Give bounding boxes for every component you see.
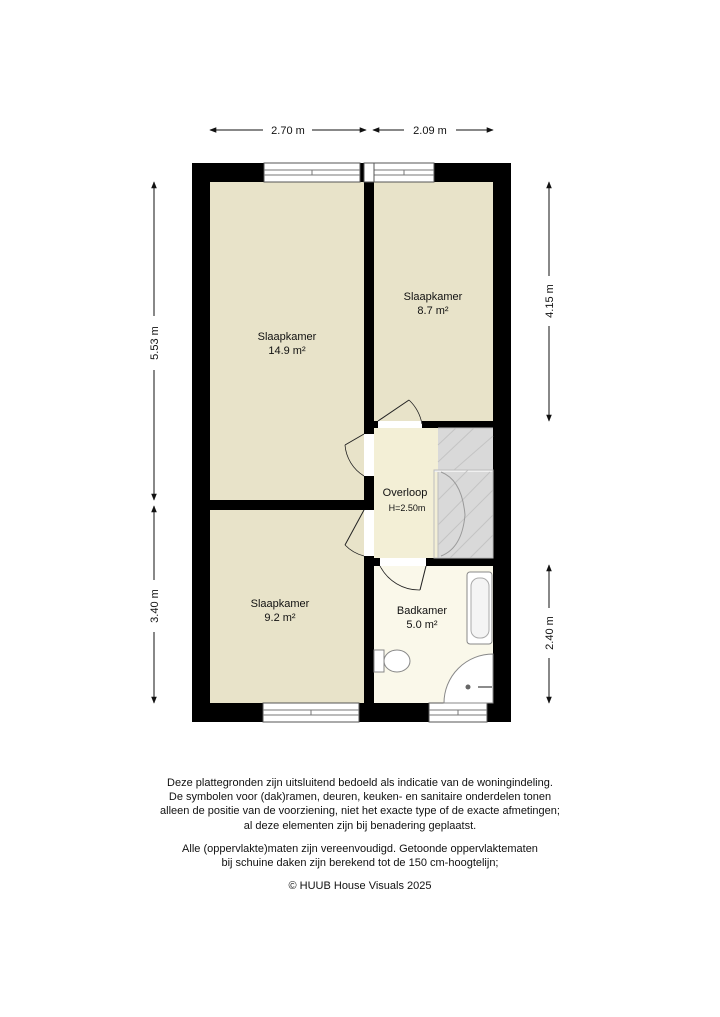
window-top-left — [264, 163, 360, 182]
room-name-overloop: Overloop — [382, 487, 428, 499]
window-top-right — [374, 163, 434, 182]
window-top-mid — [364, 163, 374, 182]
copyright: © HUUB House Visuals 2025 — [288, 880, 432, 893]
window-bottom-left — [263, 703, 359, 722]
disclaimer-line: Deze plattegronden zijn uitsluitend bedoeld als indicatie van de woningindeling. — [167, 777, 553, 789]
dim-right-lower: 2.40 m — [544, 616, 556, 650]
room-name-badkamer: Badkamer — [396, 605, 448, 617]
dim-right-upper: 4.15 m — [544, 284, 556, 318]
window-bottom-right — [429, 703, 487, 722]
disclaimer-line: Alle (oppervlakte)maten zijn vereenvoudigd. Getoonde oppervlaktematen — [182, 842, 538, 855]
disclaimer-line: bij schuine daken zijn berekend tot de 150 cm-hoogtelijn; — [221, 857, 499, 870]
room-name-slaapkamer-lower: Slaapkamer — [250, 598, 310, 610]
room-area-slaapkamer-lower: 9.2 m² — [264, 612, 296, 624]
toilet-icon — [374, 650, 410, 672]
room-area-slaapkamer-small: 8.7 m² — [417, 305, 449, 317]
room-area-badkamer: 5.0 m² — [406, 619, 438, 631]
room-name-slaapkamer-small: Slaapkamer — [403, 291, 463, 303]
dim-top-right: 2.09 m — [413, 125, 447, 137]
room-height-overloop: H=2.50m — [388, 503, 426, 513]
disclaimer-line: De symbolen voor (dak)ramen, deuren, keuken- en sanitaire onderdelen tonen — [168, 791, 552, 804]
room-area-slaapkamer-large: 14.9 m² — [268, 345, 306, 357]
disclaimer-paragraph-2 — [0, 842, 720, 870]
dim-left-lower: 3.40 m — [149, 589, 161, 623]
disclaimer — [0, 776, 720, 902]
disclaimer-paragraph-1 — [0, 776, 720, 833]
stairs — [434, 428, 493, 558]
room-name-slaapkamer-large: Slaapkamer — [257, 331, 317, 343]
sink-icon — [467, 572, 492, 644]
disclaimer-line: al deze elementen zijn bij benadering geplaatst. — [243, 819, 477, 832]
dim-top-left: 2.70 m — [271, 125, 305, 137]
dim-left-upper: 5.53 m — [149, 326, 161, 360]
disclaimer-line: alleen de positie van de voorziening, niet het exacte type of de exacte afmetingen; — [160, 805, 560, 818]
